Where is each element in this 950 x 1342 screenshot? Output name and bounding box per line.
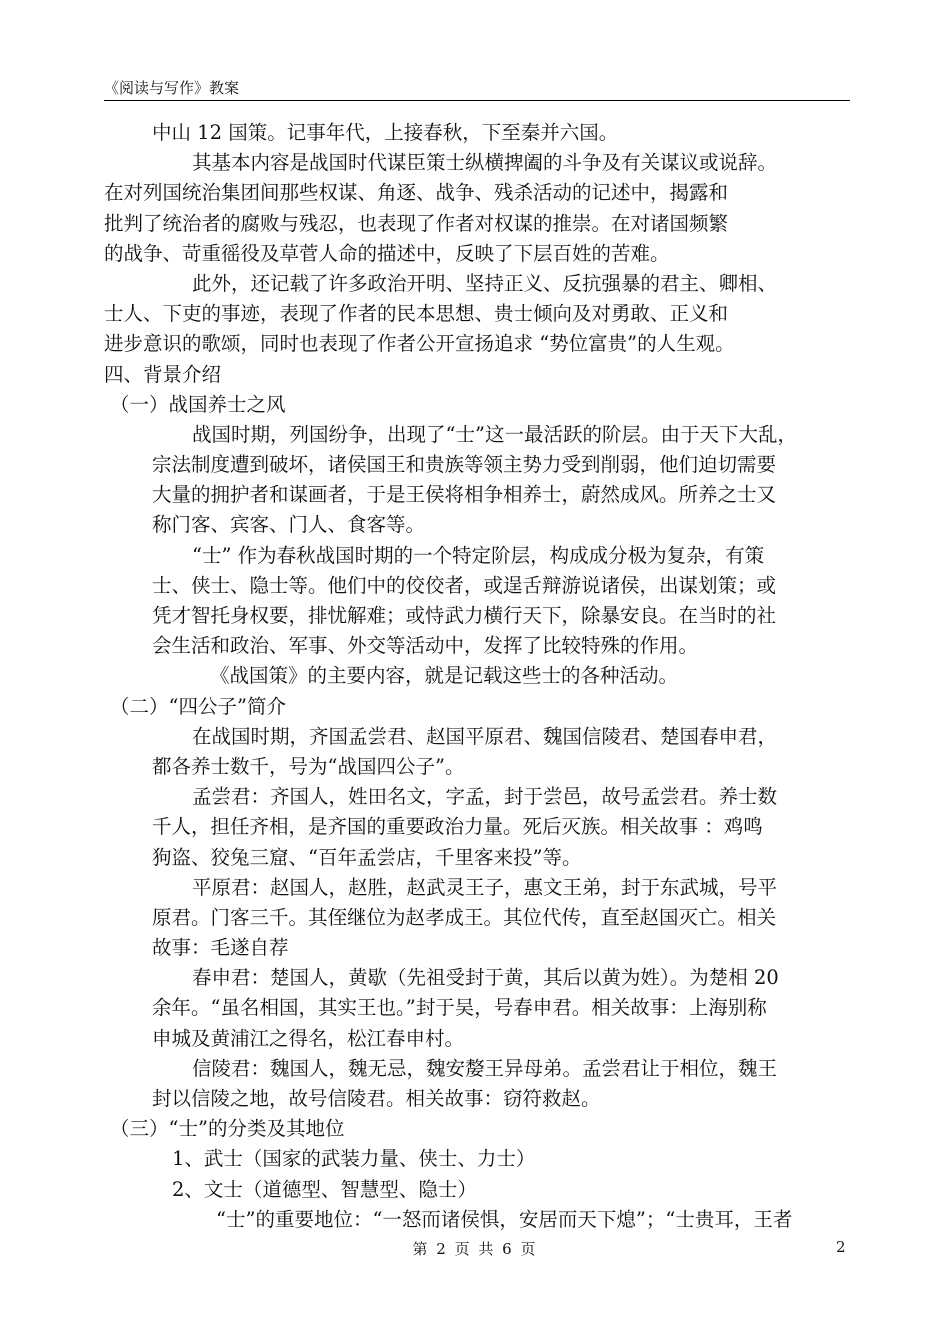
text-line: 平原君：赵国人，赵胜，赵武灵王子，惠文王弟，封于东武城，号平 <box>192 875 778 899</box>
text-line: 孟尝君：齐国人，姓田名文，字孟，封于尝邑，故号孟尝君。养士数 <box>192 785 778 809</box>
document-body <box>104 118 850 1235</box>
document-header-title: 《阅读与写作》教案 <box>104 79 240 97</box>
text-line: “士”的重要地位：“一怒而诸侯惧，安居而天下熄”；“士贵耳，王者 <box>216 1207 793 1231</box>
text-line: 都各养士数千，号为“战国四公子”。 <box>152 754 465 778</box>
subsection-heading: （二）“四公子”简介 <box>110 694 286 718</box>
text-line: 在对列国统治集团间那些权谋、角逐、战争、残杀活动的记述中，揭露和 <box>104 181 729 205</box>
text-line: 中山 12 国策。记事年代，上接春秋，下至秦并六国。 <box>152 121 619 144</box>
text-line: 称门客、宾客、门人、食客等。 <box>152 513 426 537</box>
text-line: 千人，担任齐相，是齐国的重要政治力量。死后灭族。相关故事 ：鸡鸣 <box>152 815 763 839</box>
text-line: 《战国策》的主要内容，就是记载这些士的各种活动。 <box>210 664 679 688</box>
text-line: 余年。“虽名相国，其实王也。”封于吴，号春申君。相关故事：上海别称 <box>152 996 767 1020</box>
list-item: 1、武士（国家的武装力量、侠士、力士） <box>172 1147 536 1171</box>
text-line: 批判了统治者的腐败与残忍，也表现了作者对权谋的推崇。在对诸国频繁 <box>104 211 729 235</box>
text-line: 会生活和政治、军事、外交等活动中，发挥了比较特殊的作用。 <box>152 634 699 658</box>
text-line: “士” 作为春秋战国时期的一个特定阶层，构成成分极为复杂，有策 <box>192 543 765 567</box>
page-footer: 第 2 页 共 6 页 <box>412 1240 538 1258</box>
text-line: 故事：毛遂自荐 <box>152 936 289 960</box>
text-line: 士、侠士、隐士等。他们中的佼佼者，或逞舌辩游说诸侯，出谋划策；或 <box>152 573 777 597</box>
text-line: 此外，还记载了许多政治开明、坚持正义、反抗强暴的君主、卿相、 <box>192 271 778 295</box>
list-item: 2、文士（道德型、智慧型、隐士） <box>172 1177 477 1201</box>
text-line: 在战国时期，齐国孟尝君、赵国平原君、魏国信陵君、楚国春申君， <box>192 724 778 748</box>
text-line: 其基本内容是战国时代谋臣策士纵横捭阖的斗争及有关谋议或说辞。 <box>192 151 778 175</box>
subsection-heading: （一）战国养士之风 <box>110 392 286 416</box>
text-line: 进步意识的歌颂，同时也表现了作者公开宣扬追求 “势位富贵”的人生观。 <box>104 332 735 356</box>
text-line: 的战争、苛重徭役及草菅人命的描述中，反映了下层百姓的苦难。 <box>104 241 670 265</box>
text-line: 春申君：楚国人，黄歇（先祖受封于黄，其后以黄为姓）。为楚相 20 <box>192 966 779 990</box>
text-line: 信陵君：魏国人，魏无忌，魏安嫠王异母弟。孟尝君让于相位，魏王 <box>192 1056 778 1080</box>
header-rule <box>104 100 850 101</box>
text-line: 宗法制度遭到破坏，诸侯国王和贵族等领主势力受到削弱，他们迫切需要 <box>152 453 777 477</box>
text-line: 凭才智托身权要，排忧解难；或恃武力横行天下，除暴安良。在当时的社 <box>152 604 777 627</box>
text-line: 封以信陵之地，故号信陵君。相关故事：窃符救赵。 <box>152 1087 601 1110</box>
text-line: 申城及黄浦江之得名，松江春申村。 <box>152 1026 465 1050</box>
text-line: 狗盗、狡兔三窟、“百年孟尝店，千里客来投”等。 <box>152 845 582 869</box>
subsection-heading: （三）“士”的分类及其地位 <box>110 1117 345 1141</box>
section-heading: 四、背景介绍 <box>104 362 222 386</box>
text-line: 战国时期，列国纷争，出现了“士”这一最活跃的阶层。由于天下大乱， <box>192 422 797 446</box>
text-line: 大量的拥护者和谋画者，于是王侯将相争相养士，蔚然成风。所养之士又 <box>152 483 777 507</box>
text-line: 士人、下吏的事迹，表现了作者的民本思想、贵士倾向及对勇敢、正义和 <box>104 302 729 326</box>
text-line: 原君。门客三千。其侄继位为赵孝成王。其位代传，直至赵国灭亡。相关 <box>152 905 777 929</box>
page-number: 2 <box>836 1238 846 1256</box>
